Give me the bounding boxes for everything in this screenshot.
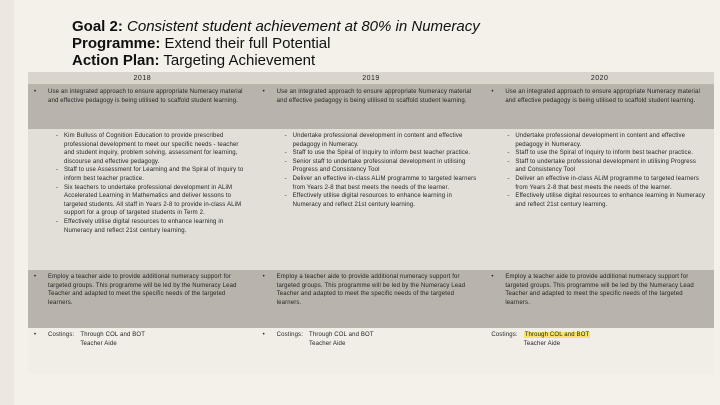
action-plan-table	[28, 72, 714, 374]
teacher-aide-text: Employ a teacher aide to provide additional numeracy support for targeted groups. This programme will be led by the Numeracy Lead Teacher and adapted to meet the specific needs of the targeted learners.	[505, 274, 694, 306]
costings-row	[28, 328, 714, 374]
goal-line	[72, 18, 480, 35]
list-item: - Staff to undertake professional development in utilising Progress and Consistency Tool	[507, 158, 706, 175]
action-plan-label: Action Plan:	[72, 52, 160, 69]
approach-cell-2020: • Use an integrated approach to ensure appropriate Numeracy material and effective pedagogy is being utilised to scaffold student learning.	[485, 85, 714, 130]
actions-cell-2018	[28, 129, 257, 270]
teacher-aide-text: Employ a teacher aide to provide additional numeracy support for targeted groups. This programme will be led by the Numeracy Lead Teacher and adapted to meet the specific needs of the targeted learners.	[276, 274, 466, 306]
approach-text: Use an integrated approach to ensure appropriate Numeracy material and effective pedagogy is being utilised to scaffold student learning.	[276, 89, 472, 104]
list-item: - Effectively utilise digital resources to enhance learning in Numeracy and reflect 21st century learning.	[56, 218, 249, 235]
approach-cell-2019: • Use an integrated approach to ensure appropriate Numeracy material and effective pedagogy is being utilised to scaffold student learning.	[257, 85, 486, 130]
list-item: - Effectively utilise digital resources to enhance learning in Numeracy and reflect 21st century learning.	[507, 192, 706, 209]
list-item: - Deliver an effective in-class ALiM programme to targeted learners from Years 2-8 that best meets the needs of the learner.	[285, 175, 478, 192]
programme-label: Programme:	[72, 35, 161, 52]
left-margin-strip	[0, 0, 14, 405]
actions-cell-2019	[257, 129, 486, 270]
costings-source: Through COL and BOT	[524, 332, 590, 338]
costings-item: Teacher Aide	[523, 340, 561, 347]
list-item: - Kim Bulluss of Cognition Education to provide prescribed professional development to meet our specific needs - teacher and student inquiry, problem solving, assessment for learning, discourse and effective pedagogy.	[56, 132, 249, 166]
list-item: - Undertake professional development in content and effective pedagogy in Numeracy.	[507, 132, 706, 149]
costings-item: Teacher Aide	[309, 340, 346, 347]
action-plan-line	[72, 52, 480, 69]
slide-header	[72, 18, 480, 69]
list-item: - Six teachers to undertake professional development in ALiM Accelerated Learning in Mathematics and deliver lessons to targeted students. All staff in Years 2-8 to provide in-class ALiM support for a group of targeted students in Term 2.	[56, 184, 249, 218]
approach-text: Use an integrated approach to ensure appropriate Numeracy material and effective pedagogy is being utilised to scaffold student learning.	[505, 89, 700, 104]
year-header-row	[28, 72, 714, 85]
costings-label: Costings:	[276, 332, 304, 338]
actions-row	[28, 129, 714, 270]
list-item: - Effectively utilise digital resources to enhance learning in Numeracy and reflect 21st century learning.	[285, 192, 478, 209]
costings-label: Costings:	[491, 332, 518, 338]
year-header-2019: 2019	[257, 72, 486, 85]
goal-text: Consistent student achievement at 80% in Numeracy	[127, 18, 480, 35]
approach-text: Use an integrated approach to ensure appropriate Numeracy material and effective pedagogy is being utilised to scaffold student learning.	[48, 89, 243, 104]
costings-label: Costings:	[48, 332, 75, 338]
list-item: - Deliver an effective in-class ALiM programme to targeted learners from Years 2-8 that best meets the needs of the learner.	[507, 175, 706, 192]
programme-text: Extend their full Potential	[164, 35, 331, 52]
approach-row	[28, 85, 714, 130]
actions-list-2020	[491, 132, 706, 209]
costings-item: Teacher Aide	[80, 340, 117, 347]
list-item: - Staff to use the Spiral of Inquiry to inform best teacher practice.	[507, 149, 706, 158]
list-item: - Senior staff to undertake professional development in utilising Progress and Consistency Tool	[285, 158, 478, 175]
teacher-aide-row	[28, 270, 714, 328]
actions-cell-2020	[485, 129, 714, 270]
programme-line	[72, 35, 480, 52]
actions-list-2019	[263, 132, 478, 209]
teacher-aide-cell-2020: • Employ a teacher aide to provide additional numeracy support for targeted groups. This programme will be led by the Numeracy Lead Teacher and adapted to meet the specific needs of the targeted learners.	[485, 270, 714, 328]
costings-source: Through COL and BOT	[309, 332, 374, 338]
goal-label: Goal 2:	[72, 18, 123, 35]
year-header-2020: 2020	[485, 72, 714, 85]
teacher-aide-cell-2019: • Employ a teacher aide to provide additional numeracy support for targeted groups. This programme will be led by the Numeracy Lead Teacher and adapted to meet the specific needs of the targeted learners.	[257, 270, 486, 328]
list-item: - Undertake professional development in content and effective pedagogy in Numeracy.	[285, 132, 478, 149]
teacher-aide-cell-2018: • Employ a teacher aide to provide additional numeracy support for targeted groups. This programme will be led by the Numeracy Lead Teacher and adapted to meet the specific needs of the targeted learners.	[28, 270, 257, 328]
costings-cell-2020	[485, 328, 714, 374]
list-item: - Staff to use Assessment for Learning and the Spiral of Inquiry to inform best teacher practice.	[56, 166, 249, 183]
list-item: - Staff to use the Spiral of Inquiry to inform best teacher practice.	[285, 149, 478, 158]
teacher-aide-text: Employ a teacher aide to provide additional numeracy support for targeted groups. This programme will be led by the Numeracy Lead Teacher and adapted to meet the specific needs of the targeted learners.	[48, 274, 237, 306]
costings-cell-2018: • Costings: Through COL and BOT Teacher Aide	[28, 328, 257, 374]
costings-cell-2019: • Costings: Through COL and BOT Teacher Aide	[257, 328, 486, 374]
actions-list-2018	[34, 132, 249, 235]
approach-cell-2018: • Use an integrated approach to ensure appropriate Numeracy material and effective pedagogy is being utilised to scaffold student learning.	[28, 85, 257, 130]
year-header-2018: 2018	[28, 72, 257, 85]
action-plan-text: Targeting Achievement	[163, 52, 316, 69]
costings-source: Through COL and BOT	[80, 332, 146, 338]
